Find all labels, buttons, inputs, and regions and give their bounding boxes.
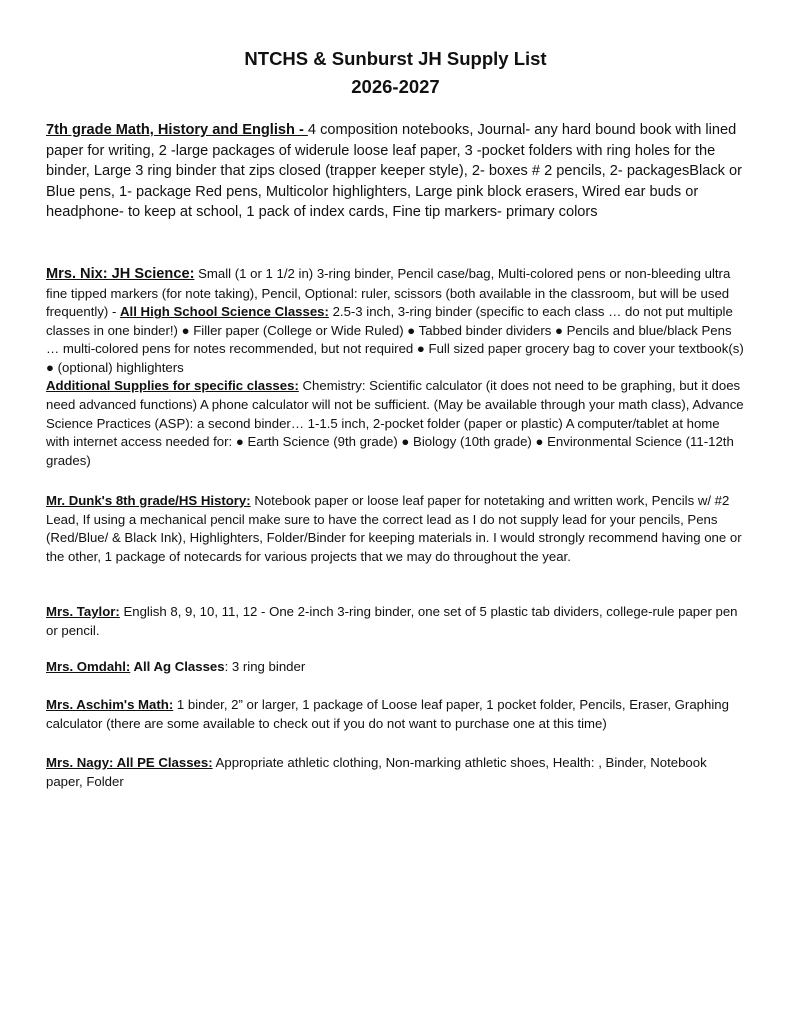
section-text-english: English 8, 9, 10, 11, 12 - One 2-inch 3-ring binder, one set of 5 plastic tab dividers, college-rule paper pen or pencil. (46, 604, 738, 638)
section-ag (46, 658, 746, 677)
section-text-ag: : 3 ring binder (224, 659, 306, 674)
additional-supplies-text: Chemistry: Scientific calculator (it does not need to be graphing, but it does need advanced functions) A phone calculator will not be sufficient. (May be available through your math class), Advance Science Practices (ASP): a second binder… 1-1.5 inch, 2-pocket folder (paper or plastic) A computer/tablet at home with internet access needed for: ● Earth Science (9th grade) ● Biology (10th grade) ● Environmental Science (11-12th grades) (46, 378, 744, 468)
section-text-jh-science: Small (1 or 1 1/2 in) 3-ring binder, Pencil case/bag, Multi-colored pens or non-bleeding ultra fine tipped markers (for note taking), Pencil, Optional: ruler, scissors (both available in the classroom, but will be used frequently) - (46, 266, 731, 320)
section-7th-grade (46, 120, 746, 223)
additional-supplies-heading: Additional Supplies for specific classes: (46, 378, 299, 394)
section-text-7th-grade: 4 composition notebooks, Journal- any hard bound book with lined paper for writing, 2 -large packages of widerule loose leaf paper, 3 -pocket folders with ring holes for the binder, Large 3 ring binder that zips closed (trapper keeper style), 2- boxes # 2 pencils, 2- packagesBlack or Blue pens, 1- package Red pens, Multicolor highlighters, Large pink block erasers, Wired ear buds or headphone- to keep at school, 1 pack of index cards, Fine tip markers- primary colors (46, 122, 743, 220)
section-heading-7th-grade: 7th grade Math, History and English - (46, 122, 308, 138)
hs-science-text: 2.5-3 inch, 3-ring binder (specific to each class … do not put multiple classes in one binder!) ● Filler paper (College or Wide Ruled) ● Tabbed binder dividers ● Pencils and blue/black Pens … multi-colored pens for notes recommended, but not required ● Full sized paper grocery bag to cover your textbook(s) ● (optional) highlighters (46, 304, 744, 375)
section-heading-ag: Mrs. Omdahl: (46, 659, 131, 674)
section-text-math: 1 binder, 2” or larger, 1 package of Loose leaf paper, 1 pocket folder, Pencils, Eraser, Graphing calculator (there are some available to check out if you do not want to purchase one at this time) (46, 697, 729, 731)
section-heading-english: Mrs. Taylor: (46, 604, 120, 619)
ag-classes-label: All Ag Classes (130, 659, 225, 674)
section-heading-pe: Mrs. Nagy: All PE Classes: (46, 755, 213, 770)
page-title: NTCHS & Sunburst JH Supply List (244, 48, 547, 69)
section-heading-jh-science: Mrs. Nix: JH Science: (46, 266, 195, 282)
section-jh-science (46, 264, 746, 470)
school-year: 2026-2027 (351, 76, 440, 97)
section-english (46, 603, 746, 640)
section-heading-history: Mr. Dunk's 8th grade/HS History: (46, 493, 251, 508)
section-math (46, 696, 746, 733)
section-text-history: Notebook paper or loose leaf paper for notetaking and written work, Pencils w/ #2 Lead, If using a mechanical pencil make sure to have the correct lead as I do not supply lead for your pencils, Pens (Red/Blue/ & Black Ink), Highlighters, Folder/Binder for keeping materials in. I would strongly recommend having one or the other, 1 package of notecards for various projects that we may do throughout the year. (46, 493, 742, 564)
section-pe (46, 754, 746, 791)
section-heading-math: Mrs. Aschim's Math: (46, 697, 174, 712)
section-history (46, 492, 746, 566)
hs-science-heading: All High School Science Classes: (120, 304, 329, 320)
section-text-pe: Appropriate athletic clothing, Non-marking athletic shoes, Health: , Binder, Notebook paper, Folder (46, 755, 707, 789)
